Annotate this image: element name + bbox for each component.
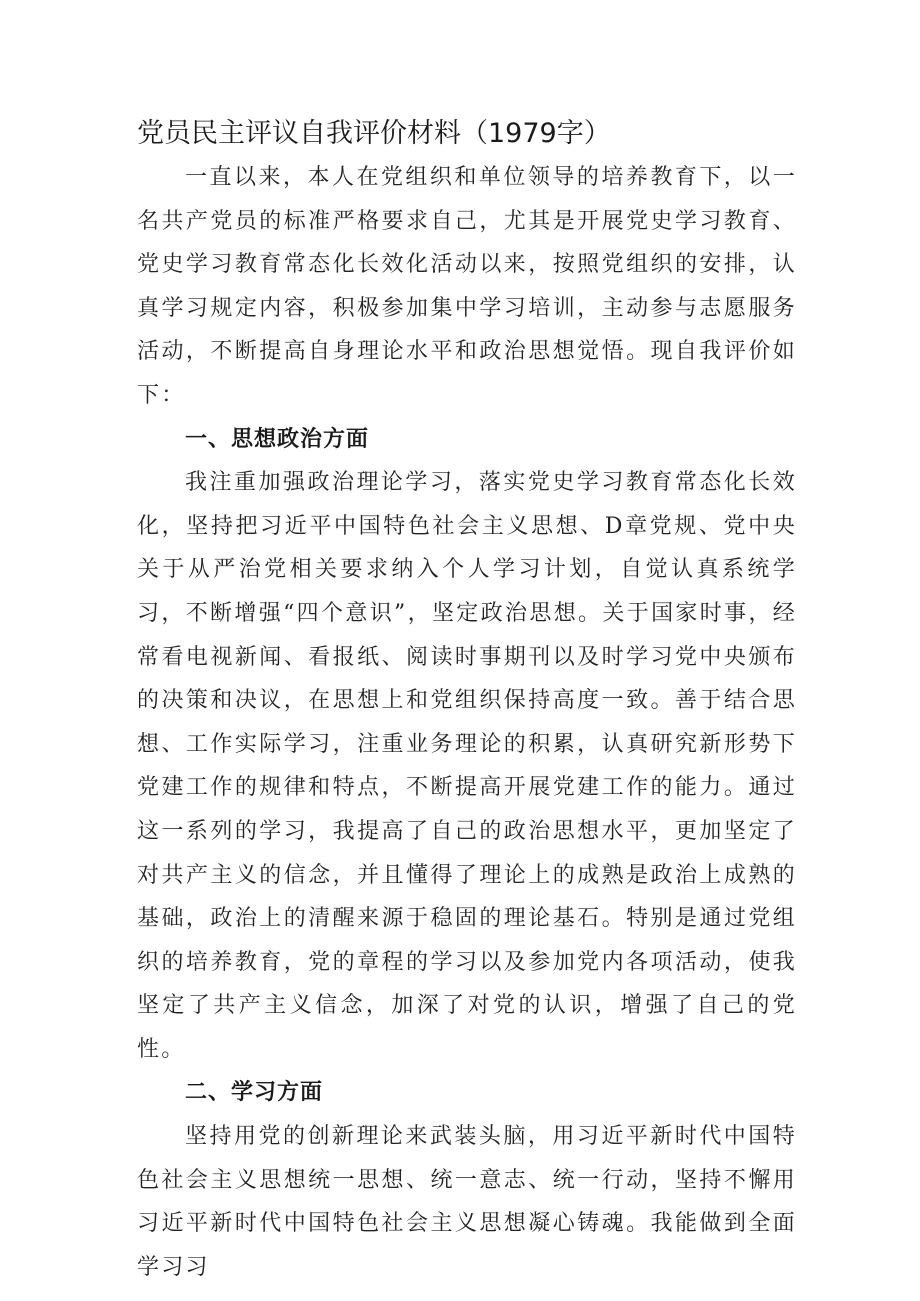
document-body [137,156,797,1289]
document-title: 党员民主评议自我评价材料（1979字） [137,118,611,149]
section-body-ideology: 我注重加强政治理论学习，落实党史学习教育常态化长效化，坚持把习近平中国特色社会主义思想、D章党规、党中央关于从严治党相关要求纳入个人学习计划，自觉认真系统学习，不断增强“四个意识”，坚定政治思想。关于国家时事，经常看电视新闻、看报纸、阅读时事期刊以及时学习党中央颁布的决策和决议，在思想上和党组织保持高度一致。善于结合思想、工作实际学习，注重业务理论的积累，认真研究新形势下党建工作的规律和特点，不断提高开展党建工作的能力。通过这一系列的学习，我提高了自己的政治思想水平，更加坚定了对共产主义的信念，并且懂得了理论上的成熟是政治上成熟的基础，政治上的清醒来源于稳固的理论基石。特别是通过党组织的培养教育，党的章程的学习以及参加党内各项活动，使我坚定了共产主义信念，加深了对党的认识，增强了自己的党性。 [137,470,797,1062]
section-heading-study: 二、学习方面 [185,1080,324,1106]
section-heading-ideology: 一、思想政治方面 [185,426,370,452]
section-body-study: 坚持用党的创新理论来武装头脑，用习近平新时代中国特色社会主义思想统一思想、统一意志、统一行动，坚持不懈用习近平新时代中国特色社会主义思想凝心铸魂。我能做到全面学习习 [137,1124,797,1280]
intro-paragraph: 一直以来，本人在党组织和单位领导的培养教育下，以一名共产党员的标准严格要求自己，尤其是开展党史学习教育、党史学习教育常态化长效化活动以来，按照党组织的安排，认真学习规定内容，积极参加集中学习培训，主动参与志愿服务活动，不断提高自身理论水平和政治思想觉悟。现自我评价如下： [137,165,797,408]
